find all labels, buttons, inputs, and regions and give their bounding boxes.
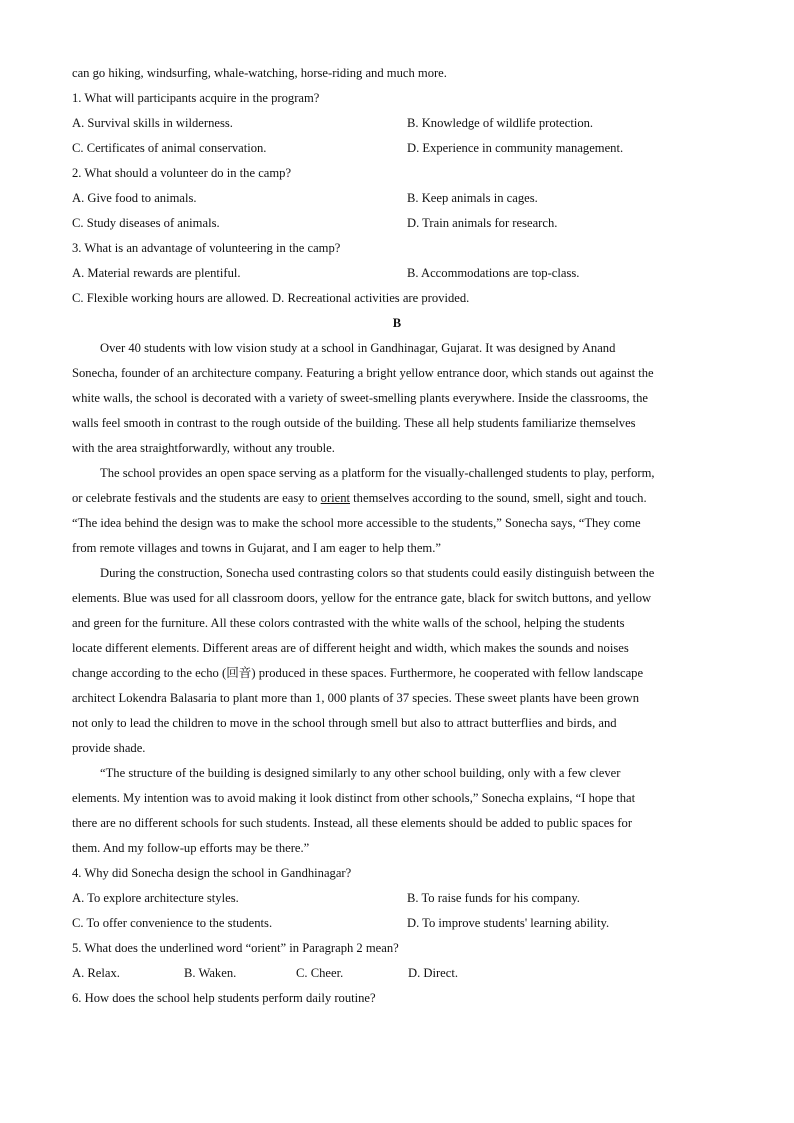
question-2-options-row-2 (72, 211, 722, 236)
q1-option-a: A. Survival skills in wilderness. (72, 116, 233, 130)
question-4-options-row-1 (72, 886, 722, 911)
q3-option-b: B. Accommodations are top-class. (407, 266, 580, 280)
question-4-stem: 4. Why did Sonecha design the school in Gandhinagar? (72, 866, 352, 880)
section-b-heading: B (392, 316, 402, 330)
q4-option-a: A. To explore architecture styles. (72, 891, 239, 905)
text-line: from remote villages and towns in Gujarat, and I am eager to help them.” (72, 541, 441, 555)
question-1-stem: 1. What will participants acquire in the program? (72, 91, 320, 105)
q1-option-c: C. Certificates of animal conservation. (72, 141, 267, 155)
text-line: Sonecha, founder of an architecture company. Featuring a bright yellow entrance door, which stands out against the (72, 366, 654, 380)
q5-option-c: C. Cheer. (296, 966, 344, 980)
q4-option-c: C. To offer convenience to the students. (72, 916, 273, 930)
question-2-stem: 2. What should a volunteer do in the camp? (72, 166, 292, 180)
question-3-stem: 3. What is an advantage of volunteering in the camp? (72, 241, 341, 255)
text-line-with-underline (72, 486, 722, 511)
question-4-options-row-2 (72, 911, 722, 936)
paragraph-2 (72, 461, 722, 561)
text-line: provide shade. (72, 741, 146, 755)
paragraph-4 (72, 761, 722, 861)
q5-option-b: B. Waken. (184, 966, 237, 980)
q2-option-b: B. Keep animals in cages. (407, 191, 538, 205)
underlined-word: orient (320, 491, 351, 505)
text-line: elements. My intention was to avoid making it look distinct from other schools,” Sonecha explains, “I hope that (72, 791, 636, 805)
text-line: The school provides an open space serving as a platform for the visually-challenged students to play, perform, (100, 466, 655, 480)
question-5-stem: 5. What does the underlined word “orient” in Paragraph 2 mean? (72, 941, 399, 955)
text-line: walls feel smooth in contrast to the rough outside of the building. These all help students familiarize themselves (72, 416, 636, 430)
text-line: Over 40 students with low vision study at a school in Gandhinagar, Gujarat. It was designed by Anand (100, 341, 616, 355)
paragraph-1 (72, 336, 722, 461)
text-fragment: themselves according to the sound, smell, sight and touch. (350, 491, 647, 505)
q2-option-c: C. Study diseases of animals. (72, 216, 220, 230)
q2-option-a: A. Give food to animals. (72, 191, 197, 205)
text-line: “The idea behind the design was to make the school more accessible to the students,” Sonecha says, “They come (72, 516, 641, 530)
question-1-options-row-2 (72, 136, 722, 161)
text-line: with the area straightforwardly, without any trouble. (72, 441, 335, 455)
text-line: architect Lokendra Balasaria to plant more than 1, 000 plants of 37 species. These sweet plants have been grown (72, 691, 640, 705)
q2-option-d: D. Train animals for research. (407, 216, 558, 230)
text-line: elements. Blue was used for all classroom doors, yellow for the entrance gate, black for switch buttons, and yellow (72, 591, 652, 605)
text-line: During the construction, Sonecha used contrasting colors so that students could easily distinguish between the (100, 566, 655, 580)
text-line: them. And my follow-up efforts may be there.” (72, 841, 310, 855)
question-6-stem: 6. How does the school help students perform daily routine? (72, 991, 376, 1005)
q5-option-d: D. Direct. (408, 966, 459, 980)
text-line: not only to lead the children to move in the school through smell but also to attract butterflies and birds, and (72, 716, 617, 730)
text-line: white walls, the school is decorated with a variety of sweet-smelling plants everywhere. Inside the classrooms, the (72, 391, 648, 405)
q1-option-b: B. Knowledge of wildlife protection. (407, 116, 594, 130)
exam-page (72, 61, 722, 1011)
text-line: locate different elements. Different areas are of different height and width, which makes the sounds and noises (72, 641, 629, 655)
question-1-options-row-1 (72, 111, 722, 136)
question-2-options-row-1 (72, 186, 722, 211)
question-5-options (72, 961, 722, 986)
text-fragment: or celebrate festivals and the students are easy to (72, 491, 321, 505)
text-line: “The structure of the building is designed similarly to any other school building, only with a few clever (100, 766, 621, 780)
q4-option-b: B. To raise funds for his company. (407, 891, 580, 905)
text-line: there are no different schools for such students. Instead, all these elements should be added to public spaces for (72, 816, 633, 830)
passage-a-tail: can go hiking, windsurfing, whale-watching, horse-riding and much more. (72, 66, 447, 80)
paragraph-3 (72, 561, 722, 761)
question-3-options-row-1 (72, 261, 722, 286)
q3-options-c-d: C. Flexible working hours are allowed. D. Recreational activities are provided. (72, 291, 470, 305)
q3-option-a: A. Material rewards are plentiful. (72, 266, 241, 280)
q1-option-d: D. Experience in community management. (407, 141, 624, 155)
text-line: change according to the echo (回音) produced in these spaces. Furthermore, he cooperated with fellow landscape (72, 666, 644, 680)
q4-option-d: D. To improve students' learning ability. (407, 916, 610, 930)
text-line: and green for the furniture. All these colors contrasted with the white walls of the school, helping the students (72, 616, 625, 630)
q5-option-a: A. Relax. (72, 966, 120, 980)
